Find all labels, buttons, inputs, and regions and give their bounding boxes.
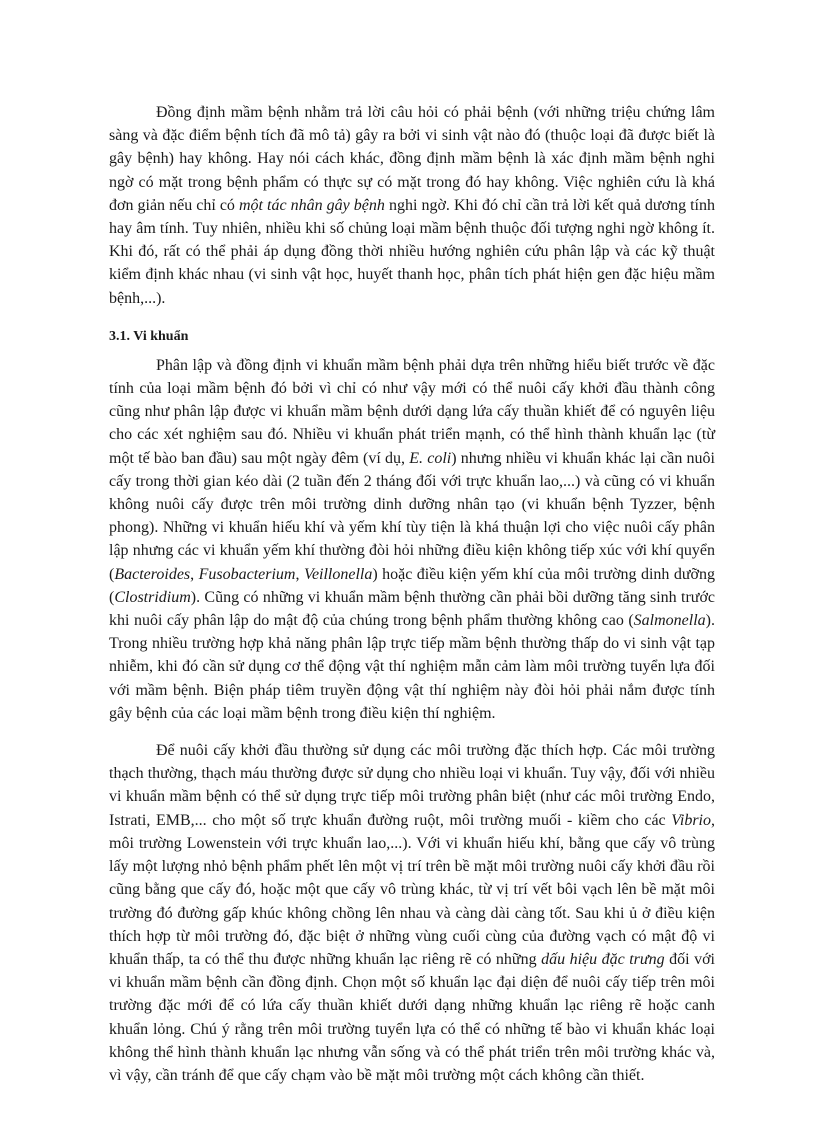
bacteria-paragraph-1 bbox=[109, 354, 715, 725]
italic-text: Salmonella bbox=[633, 612, 706, 630]
italic-text: Vibrio bbox=[671, 811, 711, 829]
italic-text: Bacteroides bbox=[114, 565, 191, 583]
text-run: , môi trường Lowenstein với trực khuẩn lao,...). Với vi khuẩn hiếu khí, bằng que cấy vô trùng lấy một lượng nhỏ bệnh phẩm phết lên một vị trí trên bề mặt môi trường nuôi cấy khởi đầu rồi cũng bằng que cấy đó, hoặc một que cấy vô trùng khác, từ vị trí vết bôi vạch lên bề mặt môi trường đó đường gấp khúc không chồng lên nhau và càng dài càng tốt. Sau khi ủ ở điều kiện thích hợp từ môi trường đó, đặc biệt ở những vùng cuối cùng của đường vạch có mật độ vi khuẩn thấp, ta có thể thu được những khuẩn lạc riêng rẽ có những bbox=[109, 811, 715, 968]
text-run: ) hoặc điều kiện yếm khí của môi trường dinh dưỡng ( bbox=[109, 565, 716, 606]
text-run: nghi ngờ. Khi đó chỉ cần trả lời kết quả dương tính hay âm tính. Tuy nhiên, nhiều khi số chủng loại mầm bệnh thuộc đối tượng nghi ngờ không ít. Khi đó, rất có thể phải áp dụng đồng thời nhiều hướng nghiên cứu phân lập và các kỹ thuật kiểm định khác nhau (vi sinh vật học, huyết thanh học, phân tích phát hiện gen đặc hiệu mầm bệnh,...). bbox=[109, 196, 716, 307]
text-run: Để nuôi cấy khởi đầu thường sử dụng các môi trường đặc thích hợp. Các môi trường thạch thường, thạch máu thường được sử dụng cho nhiều loại vi khuẩn. Tuy vậy, đối với nhiều vi khuẩn mầm bệnh có thể sử dụng trực tiếp môi trường phân biệt (như các môi trường Endo, Istrati, EMB,... cho một số trực khuẩn đường ruột, môi trường muối - kiềm cho các bbox=[109, 742, 715, 829]
text-run: , bbox=[190, 565, 199, 583]
italic-text: Clostridium bbox=[114, 588, 191, 606]
italic-text: một tác nhân gây bệnh bbox=[238, 196, 385, 214]
italic-text: dấu hiệu đặc trưng bbox=[541, 950, 665, 968]
text-run: Phân lập và đồng định vi khuẩn mầm bệnh phải dựa trên những hiểu biết trước về đặc tính của loại mầm bệnh đó bởi vì chỉ có như vậy mới có thể nuôi cấy khởi đầu thành công cũng như phân lập được vi khuẩn mầm bệnh dưới dạng lứa cấy thuần khiết để có nguyên liệu cho các xét nghiệm sau đó. Nhiều vi khuẩn phát triển mạnh, có thể hình thành khuẩn lạc (từ một tế bào ban đầu) sau một ngày đêm (ví dụ, bbox=[109, 356, 715, 467]
text-run: ). Trong nhiều trường hợp khả năng phân lập trực tiếp mầm bệnh thường thấp do vi sinh vật tạp nhiễm, khi đó cần sử dụng cơ thể động vật thí nghiệm mẫn cảm làm môi trường tuyển lựa đối với mầm bệnh. Biện pháp tiêm truyền động vật thí nghiệm này đòi hỏi phải nắm được tính gây bệnh của các loại mầm bệnh trong điều kiện thí nghiệm. bbox=[109, 612, 715, 722]
document-page bbox=[109, 101, 715, 1087]
italic-text: Fusobacterium bbox=[198, 565, 296, 583]
text-run: ) nhưng nhiều vi khuẩn khác lại cần nuôi cấy trong thời gian kéo dài (2 tuần đến 2 tháng đối với trực khuẩn lao,...) và cũng có vi khuẩn không nuôi cấy được trên môi trường dinh dưỡng nhân tạo (vi khuẩn bệnh Tyzzer, bệnh phong). Những vi khuẩn hiếu khí và yếm khí tùy tiện là khá thuận lợi cho việc nuôi cấy phân lập nhưng các vi khuẩn yếm khí thường đòi hỏi những điều kiện không tiếp xúc với khí quyển ( bbox=[109, 449, 716, 583]
section-heading: 3.1. Vi khuẩn bbox=[109, 328, 189, 344]
intro-paragraph bbox=[109, 101, 715, 310]
bacteria-paragraph-2 bbox=[109, 739, 715, 1087]
text-run: , bbox=[295, 565, 304, 583]
text-run: ). Cũng có những vi khuẩn mầm bệnh thường cần phải bồi dưỡng tăng sinh trước khi nuôi cấy phân lập do mật độ của chúng trong bệnh phẩm thường không cao ( bbox=[109, 588, 715, 630]
text-run: Đồng định mầm bệnh nhằm trả lời câu hỏi có phải bệnh (với những triệu chứng lâm sàng và đặc điểm bệnh tích đã mô tả) gây ra bởi vi sinh vật nào đó (thuộc loại đã được biết là gây bệnh) hay không. Hay nói cách khác, đồng định mầm bệnh là xác định mầm bệnh nghi ngờ có mặt trong bệnh phẩm có thực sự có mặt trong đó hay không. Việc nghiên cứu là khá đơn giản nếu chỉ có bbox=[109, 104, 715, 214]
text-run: đối với vi khuẩn mầm bệnh cần đồng định. Chọn một số khuẩn lạc đại diện để nuôi cấy tiếp trên môi trường đặc mới để có lứa cấy thuần khiết dưới dạng những khuẩn lạc riêng rẽ hoặc canh khuẩn lỏng. Chú ý rằng trên môi trường tuyển lựa có thể có những tế bào vi khuẩn khác loại không thể hình thành khuẩn lạc nhưng vẫn sống và có thể phát triển trên môi trường khác và, vì vậy, cần tránh để que cấy chạm vào bề mặt môi trường một cách không cần thiết. bbox=[109, 950, 715, 1084]
italic-text: Veillonella bbox=[303, 565, 373, 583]
italic-text: E. coli bbox=[409, 449, 452, 467]
